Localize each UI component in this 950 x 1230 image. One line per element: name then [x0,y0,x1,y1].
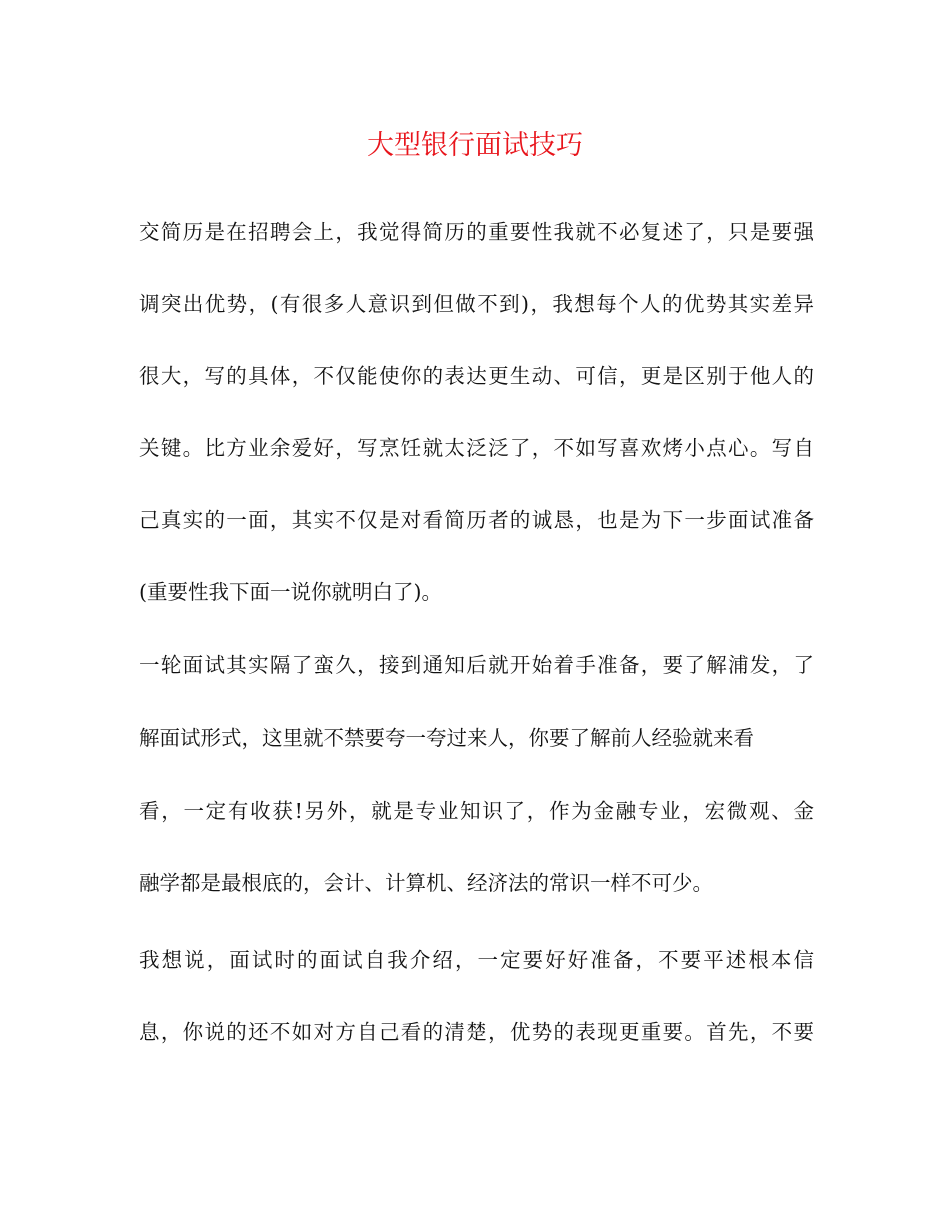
text-line: 己真实的一面，其实不仅是对看简历者的诚恳，也是为下一步面试准备 [139,508,814,532]
text-line: 息，你说的还不如对方自己看的清楚，优势的表现更重要。首先，不要 [139,1020,814,1044]
text-line: 看，一定有收获!另外，就是专业知识了，作为金融专业，宏微观、金 [139,799,814,823]
text-line: 我想说，面试时的面试自我介绍，一定要好好准备，不要平述根本信 [139,948,814,972]
text-line: 解面试形式，这里就不禁要夸一夸过来人，你要了解前人经验就来看 [139,726,754,750]
text-line: (重要性我下面一说你就明白了)。 [139,580,442,604]
text-line: 调突出优势，(有很多人意识到但做不到)，我想每个人的优势其实差异 [139,292,814,316]
text-line: 关键。比方业余爱好，写烹饪就太泛泛了，不如写喜欢烤小点心。写自 [139,436,814,460]
text-line: 很大，写的具体，不仅能使你的表达更生动、可信，更是区别于他人的 [139,364,814,388]
document-title: 大型银行面试技巧 [367,130,583,161]
text-line: 融学都是最根底的，会计、计算机、经济法的常识一样不可少。 [139,871,713,895]
text-line: 一轮面试其实隔了蛮久，接到通知后就开始着手准备，要了解浦发，了 [139,653,814,677]
text-line: 交简历是在招聘会上，我觉得简历的重要性我就不必复述了，只是要强 [139,220,814,244]
